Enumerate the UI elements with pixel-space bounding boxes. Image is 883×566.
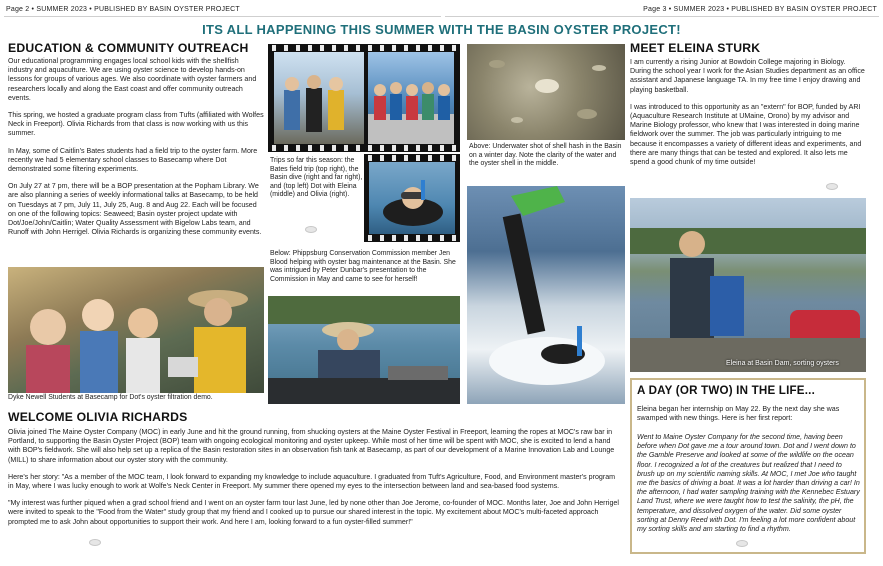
trips-caption: Trips so far this season: the Bates field trip (top right), the Basin dive (right and far right), and (top left) Dot with Eleina (middle) and Olivia (right). <box>270 157 363 199</box>
page-3-running-head: Page 3 • SUMMER 2023 • PUBLISHED BY BASIN OYSTER PROJECT <box>643 6 877 13</box>
header-rule-left <box>4 16 441 17</box>
day-in-life-report: Went to Maine Oyster Company for the second time, having been before when Dot gave me a tour around town. Dot and I went down to the Gamble Preserve and looked at some of the wildlife on the ocean floor. I recognized a lot of the creatures but realized that I need to brush up on my scientific naming skills. At MOC, I met Joe who taught me the basics of driving a boat. It was a lot harder than driving a car! In the afternoon, I had water sampling training with the Kennebec Estuary Land Trust, where we were taught how to test the salinity, the pH, the temperature, and dissolved oxygen of the water. Did some oyster sorting at Denny Reed with Dot. I'm feeling a lot more confident about my sorting skills and am starting to find a rhythm. <box>637 433 860 534</box>
outreach-body <box>8 57 264 263</box>
field-trip-left-art <box>274 52 364 144</box>
oyster-bag-photo <box>268 296 460 404</box>
shell-hash-art <box>467 44 625 140</box>
dive-splash-photo <box>467 186 625 404</box>
page-banner: ITS ALL HAPPENING THIS SUMMER WITH THE BASIN OYSTER PROJECT! <box>202 22 681 37</box>
film-strip-top <box>268 44 460 152</box>
oyster-shell-icon <box>305 226 317 233</box>
film-strip-small <box>364 154 460 242</box>
oyster-shell-icon <box>826 183 838 190</box>
eleina-paragraph-1: I am currently a rising Junior at Bowdoin College majoring in Biology. During the school year I work for the Asian Studies department as an office assistant and Japanese language TA. In my free time I enjoy drawing and playing basketball. <box>630 58 865 94</box>
dive-splash-art <box>467 186 625 404</box>
field-trip-photo-right <box>368 52 454 144</box>
day-in-life-heading: A DAY (OR TWO) IN THE LIFE... <box>637 384 815 397</box>
day-in-life-intro: Eleina began her internship on May 22. By the next day she was swamped with new things. Here is her first report: <box>637 405 840 423</box>
diver-photo-art <box>369 162 455 234</box>
outreach-paragraph-3: In May, some of Caitlin's Bates students had a field trip to the oyster farm. More recently we had 5 elementary school classes to Basecamp where Dot demonstrated some filtering experiments. <box>8 146 258 174</box>
olivia-paragraph-3: "My interest was further piqued when a grad school friend and I went on an oyster farm tour last June, led by none other than Joe Jerome, co-founder of MOC. Months later, Joe and John Herrigel were invited to speak to the "Food from the Water" study group that my friend and I cooked up to pursue our shared interest in the topic. My excitement about MOC's multi-faceted approach prompted me to ask John about opportunities to support their work. And here I am, looking forward to a fun oyster-filled summer!" <box>8 499 619 526</box>
eleina-body <box>630 58 866 194</box>
eleina-photo-art <box>630 198 866 372</box>
outreach-paragraph-4: On July 27 at 7 pm, there will be a BOP presentation at the Popham Library. We are also planning a series of weekly informational talks at Basecamp, to be held on Tuesdays at 7 pm, July 11, July 25, Aug. 8 and Aug 22. Each will be focused on one of the following topics: Seaweed; Basin oyster project update with Dot/Joe/John/Caitlin; Water Quality Assessment with Bigelow Labs team, and Runoff with John Herrigel. Olivia Richards is organizing these community events. <box>8 182 262 237</box>
eleina-photo-caption: Eleina at Basin Dam, sorting oysters <box>726 360 839 367</box>
oyster-shell-icon <box>89 539 101 546</box>
olivia-heading: WELCOME OLIVIA RICHARDS <box>8 410 188 424</box>
page-2-running-head: Page 2 • SUMMER 2023 • PUBLISHED BY BASIN OYSTER PROJECT <box>6 6 240 13</box>
outreach-heading: EDUCATION & COMMUNITY OUTREACH <box>8 41 249 55</box>
outreach-paragraph-2: This spring, we hosted a graduate program class from Tufts (affiliated with Wolfes Neck in Freeport). Olivia Richards from that class is now working with us this summer. <box>8 111 264 138</box>
oyster-bag-art <box>268 296 460 404</box>
header-rule-right <box>445 16 879 17</box>
students-photo <box>8 267 264 393</box>
oyster-shell-icon <box>736 540 748 547</box>
eleina-paragraph-2: I was introduced to this opportunity as an "extern" for BOP, funded by ARI (Aquaculture Research Institute at UMaine, Orono) by my advisor and Marine Biology professor, who knew that I was interested in doing marine fieldwork over the summer. The job was particularly intriguing to me because it encompasses a variety of different ideas and experiments, and there are many things that can be tested and explored. It also lets me spend a good chunk of my time outside! <box>630 102 862 167</box>
students-photo-art <box>8 267 264 393</box>
shell-hash-photo <box>467 44 625 140</box>
field-trip-photo-left <box>274 52 364 144</box>
diver-photo <box>369 162 455 234</box>
outreach-paragraph-1: Our educational programming engages local school kids with the shellfish industry and aquaculture. We are using oyster science to develop hands-on lessons for groups of various ages. We also coordinate with oyster farmers and researchers locally and along the East coast and offer community outreach events. <box>8 57 257 102</box>
eleina-photo <box>630 198 866 372</box>
students-photo-caption: Dyke Newell Students at Basecamp for Dot's oyster filtration demo. <box>8 394 213 401</box>
jen-blood-caption: Below: Phippsburg Conservation Commission member Jen Blood helping with oyster bag maintenance at the Basin. She was intrigued by Peter Dunbar's presentation to the Commission in May and came to see for herself! <box>270 250 456 283</box>
field-trip-right-art <box>368 52 454 144</box>
olivia-paragraph-1: Olivia joined The Maine Oyster Company (MOC) in early June and hit the ground running, from shucking oysters at the Maine Oyster Festival in Freeport, learning the ropes at MOC's raw bar in Portland, to supporting the Basin Oyster Project (BOP) team with ongoing ecological monitoring and oyster upkeep. While most of her time will be spent with MOC, she is excited to lend a hand with BOP's fieldwork. She will also help set up a replica of the Basin restoration sites in an observation fish tank at Basecamp, as part of our development of a Marine Innovation Lab and Lounge (MILL) to share information about our oyster story with the community. <box>8 428 615 464</box>
olivia-paragraph-2: Here's her story: "As a member of the MOC team, I look forward to expanding my knowledge to include aquaculture. I graduated from Tuft's Agriculture, Food, and Environment master's program in May, where I was lucky enough to work at Wolfe's Neck Center in Freeport. My summer there opened my eyes to the intersection between land and sea-based food systems. <box>8 472 616 491</box>
shell-hash-caption: Above: Underwater shot of shell hash in the Basin on a winter day. Note the clarity of the water and the oyster shell in the middle. <box>469 143 622 168</box>
eleina-heading: MEET ELEINA STURK <box>630 41 761 55</box>
day-in-life-box <box>630 378 866 554</box>
